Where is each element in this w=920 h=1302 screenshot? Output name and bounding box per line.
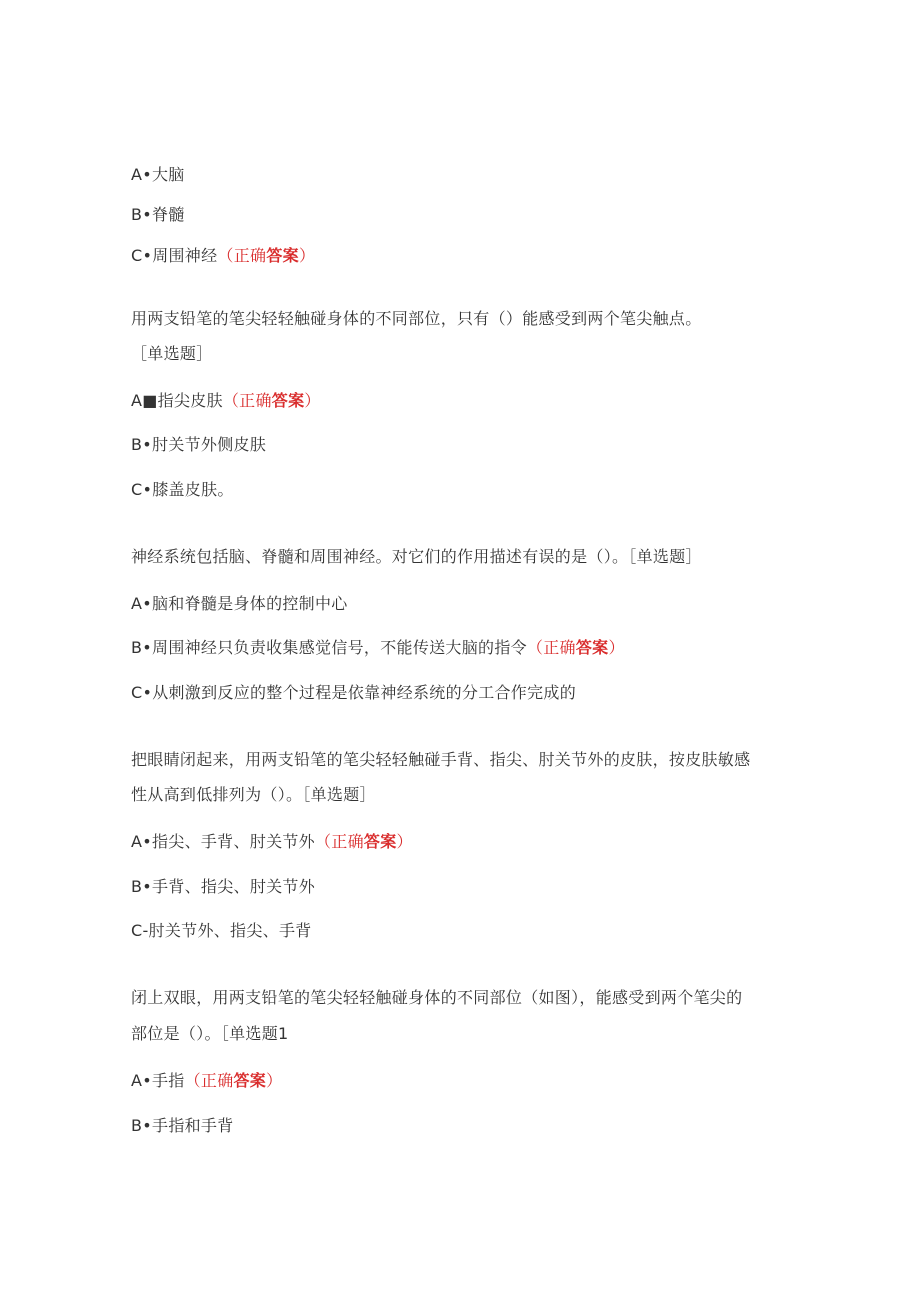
option-a: A•脑和脊髓是身体的控制中心: [131, 594, 348, 613]
question-text-cont: 性从高到低排列为（）。［单选题］: [131, 785, 376, 804]
question-text-cont: 部位是（）。［单选题1: [131, 1024, 289, 1043]
question-type: ［单选题］: [131, 344, 213, 363]
question-text: 神经系统包括脑、脊髓和周围神经。对它们的作用描述有误的是（）。［单选题］: [131, 547, 702, 566]
correct-answer-tag: （正确答案）: [314, 832, 413, 851]
option-a: A•手指（正确答案）: [131, 1071, 283, 1090]
option-c: C-肘关节外、指尖、手背: [131, 921, 312, 940]
question-text: 把眼睛闭起来，用两支铅笔的笔尖轻轻触碰手背、指尖、肘关节外的皮肤，按皮肤敏感: [131, 750, 751, 769]
correct-answer-tag: （正确答案）: [222, 391, 321, 410]
correct-answer-tag: （正确答案）: [526, 638, 625, 657]
option-b: B•肘关节外侧皮肤: [131, 435, 267, 454]
question-text: 闭上双眼，用两支铅笔的笔尖轻轻触碰身体的不同部位（如图），能感受到两个笔尖的: [131, 988, 743, 1007]
option-b: B•手指和手背: [131, 1116, 234, 1135]
question-text: 用两支铅笔的笔尖轻轻触碰身体的不同部位，只有（）能感受到两个笔尖触点。: [131, 309, 702, 328]
option-a: A•大脑: [131, 165, 185, 184]
option-b: B•周围神经只负责收集感觉信号，不能传送大脑的指令（正确答案）: [131, 638, 625, 657]
option-b: B•脊髓: [131, 205, 185, 224]
option-c: C•从刺激到反应的整个过程是依靠神经系统的分工合作完成的: [131, 683, 577, 702]
option-a: A■指尖皮肤（正确答案）: [131, 391, 321, 410]
option-b: B•手背、指尖、肘关节外: [131, 877, 316, 896]
option-c: C•膝盖皮肤。: [131, 480, 234, 499]
correct-answer-tag: （正确答案）: [217, 246, 316, 265]
option-a: A•指尖、手背、肘关节外（正确答案）: [131, 832, 413, 851]
correct-answer-tag: （正确答案）: [184, 1071, 283, 1090]
option-c: C•周围神经（正确答案）: [131, 246, 316, 265]
